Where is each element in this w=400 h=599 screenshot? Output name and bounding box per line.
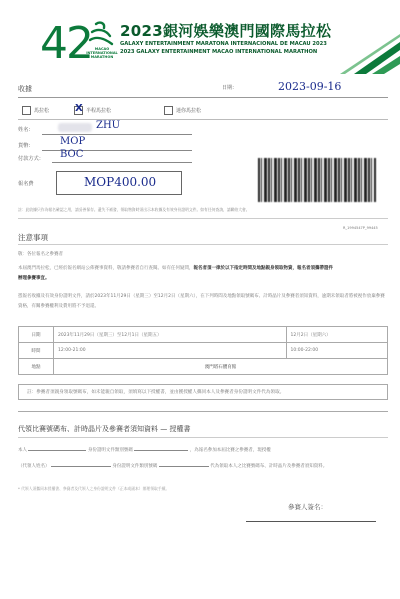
currency-label: 貨幣：: [18, 143, 34, 149]
option-marathon[interactable]: [22, 106, 49, 115]
event-header: [0, 0, 400, 72]
greeting: 敬：各位報名之參賽者: [18, 252, 63, 257]
name-label: 姓名：: [18, 127, 34, 133]
auth-text: （代領人姓名）: [18, 464, 50, 469]
table-cell: 2023年11月29日（星期三）至12月1日（星期五）: [54, 327, 287, 343]
divider: [18, 119, 388, 120]
edition-number: 42: [40, 18, 92, 69]
auth-text: 身份證明文件類別號碼: [112, 464, 158, 469]
payment-value: BOC: [60, 149, 84, 160]
check-mark: X: [75, 103, 83, 114]
auth-text: 身份證明文件類別號碼: [87, 448, 133, 453]
table-row: [19, 343, 388, 359]
option-label: 半程馬拉松: [86, 108, 112, 114]
table-cell: 12:00-21:00: [54, 343, 287, 359]
option-label: 迷你馬拉松: [176, 108, 202, 114]
name-underline: [42, 134, 192, 135]
divider: [18, 97, 388, 98]
remark-box: 註：參賽者須親身領取號碼布，如未能親自領取，須填寫以下授權書，並由獲授權人攜同本人及參賽者身份證明文件代為領取。: [18, 384, 388, 400]
collection-schedule-table: [18, 326, 388, 375]
divider: [18, 437, 388, 438]
row-label: 日期: [19, 327, 54, 343]
receipt-note: 註：此收據只作為報名確認之用，請妥善保存。遺失不補發，領取物資時須出示本收據及有效身份證明文件。如有任何查詢，請聯絡大會。: [18, 207, 250, 212]
option-half-marathon[interactable]: [74, 103, 112, 115]
name-blank[interactable]: [28, 444, 86, 451]
title-portuguese: GALAXY ENTERTAINMENT MARATONA INTERNACIONAL DE MACAU 2023: [120, 41, 327, 47]
redacted-name: [58, 123, 92, 132]
notice-emphasis: 辦理參賽事宜。: [18, 276, 50, 281]
title-chinese: 2023銀河娛樂澳門國際馬拉松: [120, 22, 332, 40]
barcode: [258, 158, 376, 202]
title-english: 2023 GALAXY ENTERTAINMENT MACAO INTERNATIONAL MARATHON: [120, 49, 318, 55]
table-cell: 澳門塔石體育館: [54, 359, 388, 375]
divider: [18, 218, 388, 219]
option-mini-marathon[interactable]: [164, 106, 201, 115]
logo-subtitle: MACAO INTERNATIONAL MARATHON: [86, 47, 118, 59]
row-label: 地點: [19, 359, 54, 375]
fee-value: MOP400.00: [84, 175, 157, 189]
divider: [18, 244, 388, 245]
fee-label: 報名費: [18, 181, 34, 187]
divider: [18, 411, 388, 412]
table-row: [19, 327, 388, 343]
notice-para-2: 憑報名收據及有效身份證明文件，請於2023年11月29日（星期三）至12月2日（星期六），在下列時間及地點領取號碼布、計時晶片及參賽者須知資料，逾期未領取者將被視作放棄參賽資格，有關參賽權利及費用將不予退還。: [18, 294, 385, 309]
auth-text: 代為領取本人之比賽號碼布、計時晶片及參賽者須知資料。: [210, 464, 328, 469]
table-cell: 12月2日（星期六）: [286, 327, 387, 343]
header-stripes: [340, 34, 400, 74]
signature-label: 參賽人簽名：: [288, 503, 327, 511]
checkbox[interactable]: [164, 106, 173, 115]
delegate-blank[interactable]: [51, 460, 111, 467]
id-blank[interactable]: [134, 444, 188, 451]
checkbox[interactable]: [74, 103, 83, 115]
auth-text: 本人: [18, 448, 27, 453]
table-cell: 10:00-22:00: [286, 343, 387, 359]
authorization-line-2: [18, 460, 386, 472]
auth-text: ，為報名參加本屆比賽之參賽者，現授權: [189, 448, 271, 453]
name-value: ZHU: [96, 120, 121, 131]
form-code: R_1994547P_99445: [343, 226, 378, 230]
receipt-date: 2023-09-16: [278, 80, 342, 93]
notices-title: 注意事項: [18, 233, 48, 242]
row-label: 時間: [19, 343, 54, 359]
table-row: [19, 359, 388, 375]
authorization-title: 代領比賽號碼布、計時晶片及參賽者須知資料 — 授權書: [18, 425, 191, 433]
authorization-footnote: * 代領人須攜同本授權書、參賽者及代領人之身份證明文件（正本或副本）辦理領取手續。: [18, 486, 170, 491]
checkbox[interactable]: [22, 106, 31, 115]
option-label: 馬拉松: [34, 108, 50, 114]
currency-value: MOP: [60, 136, 86, 147]
receipt-heading: 收據: [18, 85, 32, 93]
delegate-id-blank[interactable]: [159, 460, 209, 467]
date-label: 日期：: [222, 85, 238, 91]
authorization-line-1: [18, 444, 386, 456]
payment-label: 付款方式：: [18, 156, 44, 162]
notice-emphasis: 報名者須一律於以下指定時間及地點親身領取物資，報名者須攜帶證件: [193, 266, 333, 271]
payment-underline: [52, 162, 192, 163]
signature-line[interactable]: [246, 521, 376, 522]
notice-para-1: [18, 264, 386, 284]
notice-text: 本屆澳門馬拉松，已經於報名網站公佈賽事資料，敬請參賽者自行查閱。如有任何疑問，: [18, 266, 194, 271]
